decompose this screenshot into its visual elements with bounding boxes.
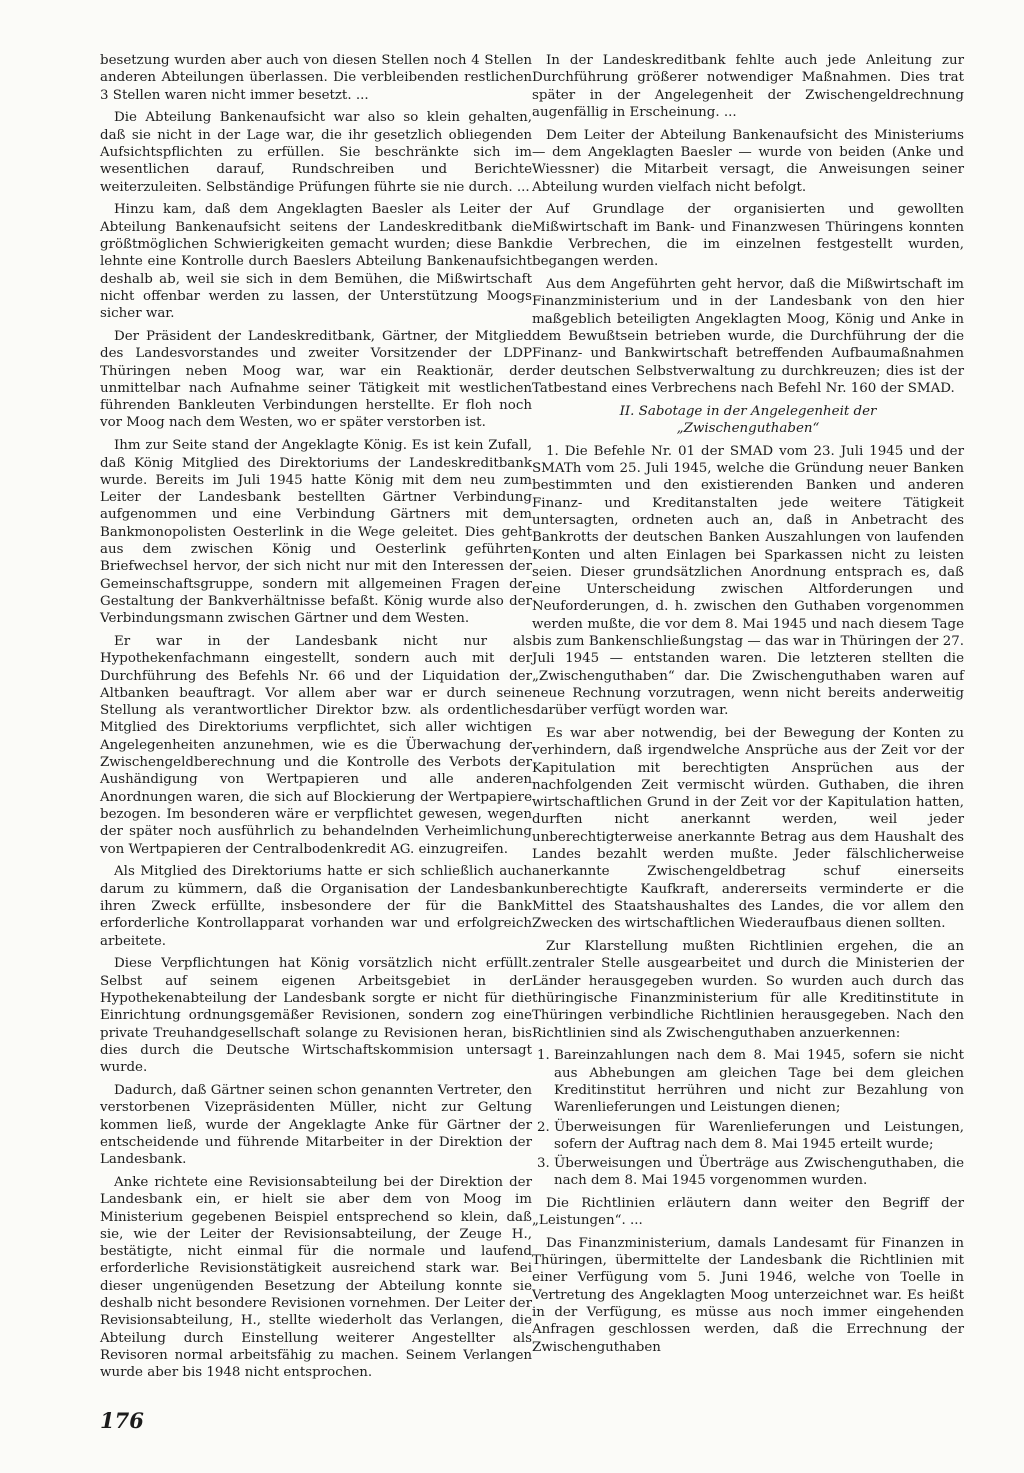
paragraph: Die Richtlinien erläutern dann weiter den Begriff der „Leistungen“. ...	[532, 1195, 964, 1228]
paragraph: In der Landeskreditbank fehlte auch jede Anleitung zur Durchführung größerer notwendiger Maßnahmen. Dies trat später in der Angelegenheit der Zwischengeldrechnung augenfällig in Erscheinung. ...	[532, 53, 964, 120]
numbered-list	[532, 1047, 964, 1189]
paragraph: Es war aber notwendig, bei der Bewegung der Konten zu verhindern, daß irgendwelche Ansprüche aus der Zeit vor der Kapitulation mit berechtigten Ansprüchen aus der nachfolgenden Zeit vermischt würden. Guthaben, die ihren wirtschaftlichen Grund in der Zeit vor der Kapitulation hatten, durften nicht anerkannt werden, weil jeder unberechtigterweise anerkannte Betrag aus dem Haushalt des Landes bezahlt werden mußte. Jeder fälschlicherweise anerkannte Zwischengeldbetrag schuf einerseits unberechtigte Kaufkraft, andererseits verminderte er die Mittel des Staatshaushaltes des Landes, die vor allem den Zwecken des wirtschaftlichen Wiederaufbaus dienen sollten.	[532, 725, 964, 932]
paragraph: Das Finanzministerium, damals Landesamt für Finanzen in Thüringen, übermittelte der Landesbank die Richtlinien mit einer Verfügung vom 5. Juni 1946, welche von Toelle in Vertretung des Angeklagten Moog unterzeichnet war. Es heißt in der Verfügung, es müsse aus noch immer eingehenden Anfragen geschlossen werden, daß die Errechnung der Zwischenguthaben	[532, 1235, 964, 1355]
paragraph: Aus dem Angeführten geht hervor, daß die Mißwirtschaft im Finanzministerium und in der Landesbank von den hier maßgeblich beteiligten Angeklagten Moog, König und Anke in dem Bewußtsein betrieben wurde, die Durchführung der die Finanz- und Bankwirtschaft betreffenden Aufbaumaßnahmen der deutschen Selbstverwaltung zu durchkreuzen; dies ist der Tatbestand eines Verbrechens nach Befehl Nr. 160 der SMAD.	[532, 277, 964, 396]
paragraph: Die Abteilung Bankenaufsicht war also so klein gehalten, daß sie nicht in der Lage war, die ihr gesetzlich obliegenden Aufsichtspflichten zu erfüllen. Sie beschränkte sich im wesentlichen darauf, Rundschreiben und Berichte weiterzuleiten. Selbständige Prüfungen führte sie nie durch. ...	[100, 110, 532, 195]
paragraph: besetzung wurden aber auch von diesen Stellen noch 4 Stellen anderen Abteilungen überlassen. Die verbleibenden restlichen 3 Stellen waren nicht immer besetzt. ...	[100, 53, 532, 103]
list-item: 2. Überweisungen für Warenlieferungen und Leistungen, sofern der Auftrag nach dem 8. Mai 1945 erteilt wurde;	[554, 1119, 964, 1154]
paragraph: Dadurch, daß Gärtner seinen schon genannten Vertreter, den verstorbenen Vizepräsidenten Müller, nicht zur Geltung kommen ließ, wurde der Angeklagte Anke für Gärtner der entscheidende und führende Mitarbeiter in der Direktion der Landesbank.	[100, 1082, 532, 1168]
list-item: 1. Bareinzahlungen nach dem 8. Mai 1945, sofern sie nicht aus Abhebungen am gleichen Tage bei dem gleichen Kreditinstitut herrühren und nicht zur Bezahlung von Warenlieferungen und Leistungen dienen;	[554, 1047, 964, 1116]
paragraph: Anke richtete eine Revisionsabteilung bei der Direktion der Landesbank ein, er hielt sie aber dem von Moog im Ministerium gegebenen Beispiel entsprechend so klein, daß sie, wie der Leiter der Revisionsabteilung, der Zeuge H., bestätigte, nicht einmal für die normale und laufend erforderliche Revisionstätigkeit ausreichend stark war. Bei dieser ungenügenden Besetzung der Abteilung konnte sie deshalb nicht besondere Revisionen vornehmen. Der Leiter der Revisionsabteilung, H., stellte wiederholt das Verlangen, die Abteilung durch Einstellung weiterer Angestellter als Revisoren normal arbeitsfähig zu machen. Seinem Verlangen wurde aber bis 1948 nicht entsprochen.	[100, 1174, 532, 1381]
section-heading-line: „Zwischenguthaben“	[676, 421, 820, 437]
paragraph: Ihm zur Seite stand der Angeklagte König. Es ist kein Zufall, daß König Mitglied des Direktoriums der Landeskreditbank wurde. Bereits im Juli 1945 hatte König mit dem neu zum Leiter der Landesbank bestellten Gärtner Verbindung aufgenommen und eine Verbindung Gärtners mit dem Bankmonopolisten Oesterlink in die Wege geleitet. Dies geht aus dem zwischen König und Oesterlink geführten Briefwechsel hervor, der sich nicht nur mit den Interessen der Gemeinschaftsgruppe, sondern mit allgemeinen Fragen der Gestaltung der Bankverhältnisse befaßt. König wurde also der Verbindungsmann zwischen Gärtner und dem Westen.	[100, 438, 532, 627]
paragraph: Zur Klarstellung mußten Richtlinien ergehen, die an zentraler Stelle ausgearbeitet und durch die Ministerien der Länder herausgegeben wurden. So wurden auch durch das thüringische Finanzministerium für alle Kreditinstitute in Thüringen verbindliche Richtlinien herausgegeben. Nach den Richtlinien sind als Zwischenguthaben anzuerkennen:	[532, 939, 964, 1041]
page-number: 176	[100, 1408, 144, 1433]
right-column	[532, 52, 964, 1361]
paragraph: Dem Leiter der Abteilung Bankenaufsicht des Ministeriums — dem Angeklagten Baesler — wurde von beiden (Anke und Wiessner) die Mitarbeit versagt, die Anweisungen seiner Abteilung wurden vielfach nicht befolgt.	[532, 127, 964, 195]
section-heading	[532, 403, 964, 438]
paragraph: Hinzu kam, daß dem Angeklagten Baesler als Leiter der Abteilung Bankenaufsicht seitens der Landeskreditbank die größtmöglichen Schwierigkeiten gemacht wurden; diese Bank lehnte eine Kontrolle durch Baeslers Abteilung Bankenaufsicht deshalb ab, weil sie sich in dem Bemühen, die Mißwirtschaft nicht offenbar werden zu lassen, der Unterstützung Moogs sicher war.	[100, 202, 532, 322]
list-item: 3. Überweisungen und Überträge aus Zwischenguthaben, die nach dem 8. Mai 1945 vorgenommen wurden.	[554, 1155, 964, 1190]
paragraph: 1. Die Befehle Nr. 01 der SMAD vom 23. Juli 1945 und der SMATh vom 25. Juli 1945, welche die Gründung neuer Banken bestimmten und den existierenden Banken und anderen Finanz- und Kreditanstalten jede weitere Tätigkeit untersagten, ordneten auch an, daß in Anbetracht des Bankrotts der deutschen Banken Auszahlungen von laufenden Konten und alten Einlagen bei Sparkassen nicht zu leisten seien. Dieser grundsätzlichen Anordnung entsprach es, daß eine Unterscheidung zwischen Altforderungen und Neuforderungen, d. h. zwischen den Guthaben vorgenommen werden mußte, die vor dem 8. Mai 1945 und nach diesem Tage bis zum Bankenschließungstag — das war in Thüringen der 27. Juli 1945 — entstanden waren. Die letzteren stellten die „Zwischenguthaben“ dar. Die Zwischenguthaben waren auf neue Rechnung vorzutragen, wenn nicht bereits anderweitig darüber verfügt worden war.	[532, 443, 964, 719]
paragraph: Er war in der Landesbank nicht nur als Hypothekenfachmann eingestellt, sondern auch mit der Durchführung des Befehls Nr. 66 und der Liquidation der Altbanken beauftragt. Vor allem aber war er durch seine Stellung als verantwortlicher Direktor bzw. als ordentliches Mitglied des Direktoriums verpflichtet, sich aller wichtigen Angelegenheiten anzunehmen, wie es die Überwachung der Zwischengeldberechnung und die Kontrolle des Verbots der Aushändigung von Wertpapieren und alle anderen Anordnungen waren, die sich auf Blockierung der Wertpapiere bezogen. Im besonderen wäre er verpflichtet gewesen, wegen der später noch ausführlich zu behandelnden Verheimlichung von Wertpapieren der Centralbodenkredit AG. einzugreifen.	[100, 634, 532, 857]
paragraph: Als Mitglied des Direktoriums hatte er sich schließlich auch darum zu kümmern, daß die Organisation der Landesbank ihren Zweck erfüllte, insbesondere der für die Bank erforderliche Kontrollapparat vorhanden war und erfolgreich arbeitete.	[100, 864, 532, 949]
left-column	[100, 52, 532, 1387]
paragraph: Diese Verpflichtungen hat König vorsätzlich nicht erfüllt. Selbst auf seinem eigenen Arbeitsgebiet in der Hypothekenabteilung der Landesbank sorgte er nicht für die Einrichtung ordnungsgemäßer Revisionen, sondern zog eine private Treuhandgesellschaft solange zu Revisionen heran, bis dies durch die Deutsche Wirtschaftskommision untersagt wurde.	[100, 956, 532, 1076]
section-heading-line: II. Sabotage in der Angelegenheit der	[619, 404, 877, 420]
paragraph: Auf Grundlage der organisierten und gewollten Mißwirtschaft im Bank- und Finanzwesen Thüringens konnten die Verbrechen, die im einzelnen festgestellt wurden, begangen werden.	[532, 202, 964, 270]
paragraph: Der Präsident der Landeskreditbank, Gärtner, der Mitglied des Landesvorstandes und zweiter Vorsitzender der LDP Thüringen neben Moog war, war ein Reaktionär, der unmittelbar nach Aufnahme seiner Tätigkeit mit westlichen führenden Bankleuten Verbindungen herstellte. Er floh noch vor Moog nach dem Westen, wo er später verstorben ist.	[100, 328, 532, 431]
